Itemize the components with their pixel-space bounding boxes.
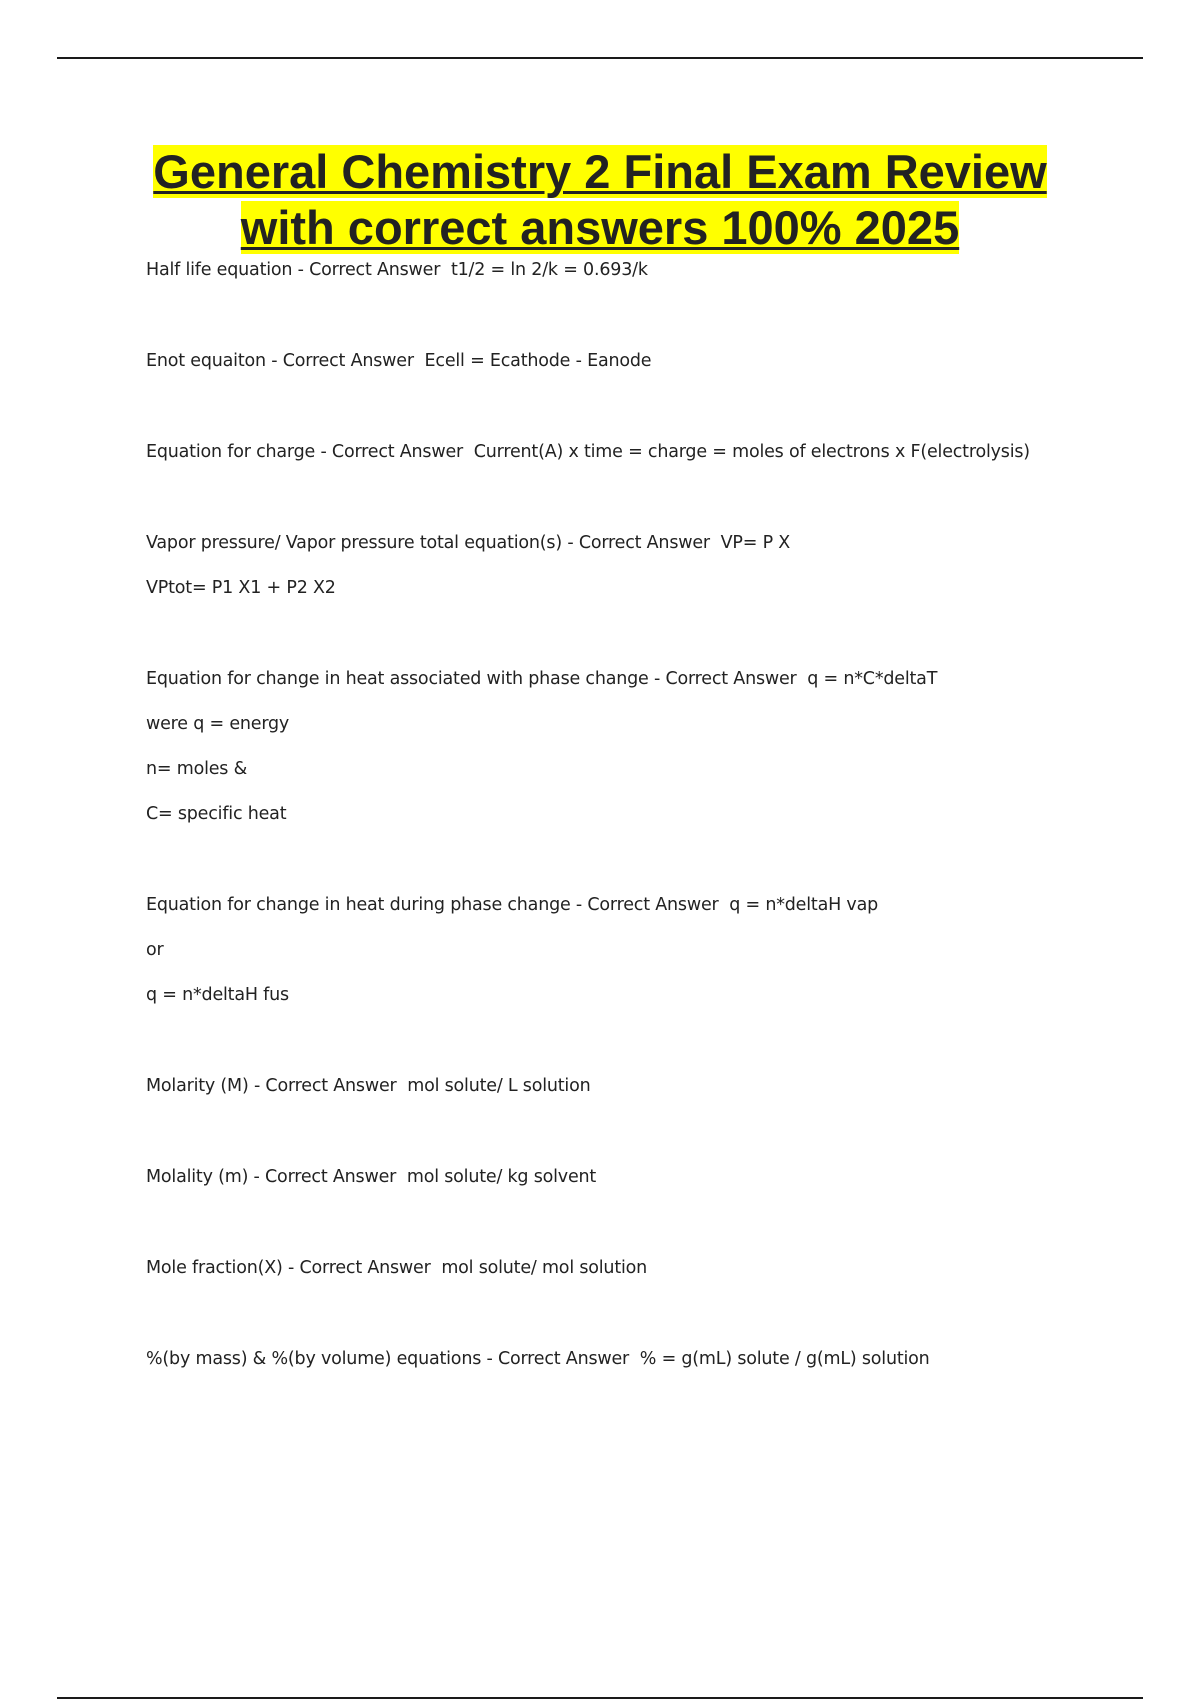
qa-answer-line: q = n*deltaH fus	[146, 985, 289, 1005]
qa-question-line: Molality (m) - Correct Answer mol solute/ kg solvent	[146, 1167, 597, 1187]
qa-answer-line: VPtot= P1 X1 + P2 X2	[146, 578, 336, 598]
qa-question-line: Equation for change in heat during phase change - Correct Answer q = n*deltaH vap	[146, 895, 878, 915]
entry-spacer	[146, 482, 1146, 528]
qa-entry	[146, 255, 1146, 300]
qa-question-line: Half life equation - Correct Answer t1/2 = ln 2/k = 0.693/k	[146, 260, 648, 280]
qa-entry	[146, 528, 1146, 618]
qa-entry	[146, 664, 1146, 844]
entry-spacer	[146, 618, 1146, 664]
qa-question-line: Mole fraction(X) - Correct Answer mol solute/ mol solution	[146, 1258, 648, 1278]
qa-entry	[146, 1253, 1146, 1298]
qa-question-line: Equation for charge - Correct Answer Current(A) x time = charge = moles of electrons x F(electrolysis)	[146, 442, 1030, 462]
bottom-rule	[57, 1697, 1143, 1699]
qa-entry	[146, 1162, 1146, 1207]
qa-answer-line: C= specific heat	[146, 804, 287, 824]
qa-entry	[146, 1344, 1146, 1389]
entry-spacer	[146, 1298, 1146, 1344]
title-line-2: with correct answers 100% 2025	[240, 201, 960, 254]
entry-spacer	[146, 1207, 1146, 1253]
qa-question-line: Molarity (M) - Correct Answer mol solute/ L solution	[146, 1076, 591, 1096]
qa-list	[146, 255, 1146, 1389]
entry-spacer	[146, 1025, 1146, 1071]
qa-question-line: Equation for change in heat associated with phase change - Correct Answer q = n*C*deltaT	[146, 669, 938, 689]
qa-answer-line: were q = energy	[146, 714, 290, 734]
document-title	[100, 144, 1100, 256]
entry-spacer	[146, 1116, 1146, 1162]
qa-question-line: Enot equaiton - Correct Answer Ecell = Ecathode - Eanode	[146, 351, 652, 371]
qa-entry	[146, 890, 1146, 1025]
qa-answer-line: n= moles &	[146, 759, 248, 779]
entry-spacer	[146, 844, 1146, 890]
qa-question-line: Vapor pressure/ Vapor pressure total equation(s) - Correct Answer VP= P X	[146, 533, 791, 553]
qa-question-line: %(by mass) & %(by volume) equations - Correct Answer % = g(mL) solute / g(mL) solution	[146, 1349, 930, 1369]
qa-answer-line: or	[146, 940, 164, 960]
title-line-1: General Chemistry 2 Final Exam Review	[153, 145, 1047, 198]
qa-entry	[146, 1071, 1146, 1116]
qa-entry	[146, 437, 1146, 482]
qa-entry	[146, 346, 1146, 391]
entry-spacer	[146, 391, 1146, 437]
entry-spacer	[146, 300, 1146, 346]
top-rule	[57, 57, 1143, 59]
